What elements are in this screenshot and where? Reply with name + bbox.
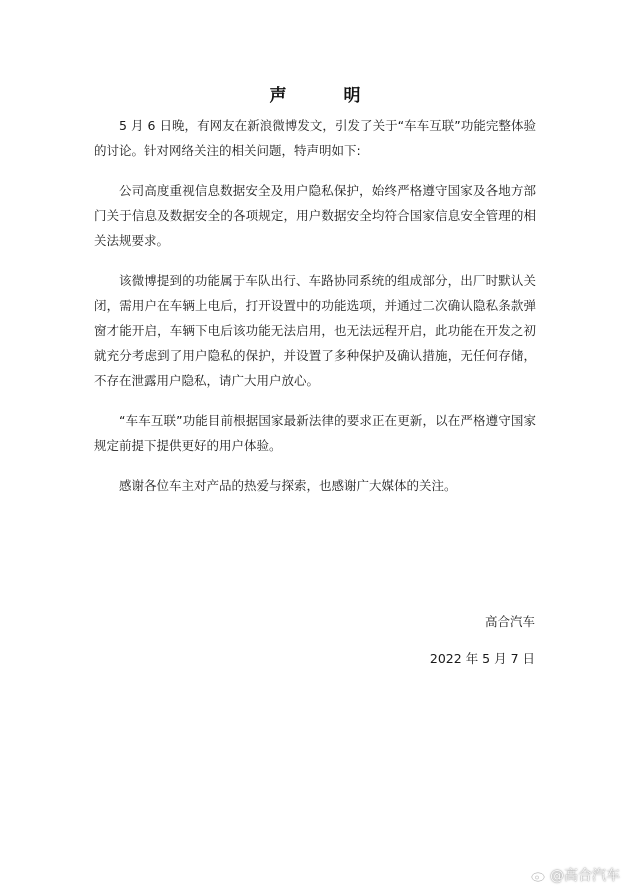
signature: 高合汽车 (484, 614, 535, 629)
document-body (94, 113, 536, 513)
weibo-icon (531, 868, 548, 882)
paragraph-5: 感谢各位车主对产品的热爱与探索，也感谢广大媒体的关注。 (119, 478, 457, 493)
document-title: 声 明 (269, 86, 381, 106)
paragraph-4: “车车互联”功能目前根据国家最新法律的要求正在更新，以在严格遵守国家规定前提下提供更好的用户体验。 (94, 413, 536, 453)
weibo-watermark (531, 865, 620, 885)
document-date: 2022 年 5 月 7 日 (429, 651, 535, 666)
paragraph-3: 该微博提到的功能属于车队出行、车路协同系统的组成部分，出厂时默认关闭，需用户在车辆上电后，打开设置中的功能选项，并通过二次确认隐私条款弹窗才能开启，车辆下电后该功能无法启用，也无法远程开启，此功能在开发之初就充分考虑到了用户隐私的保护，并设置了多种保护及确认措施，无任何存储，不存在泄露用户隐私，请广大用户放心。 (94, 273, 536, 388)
paragraph-1: 5 月 6 日晚，有网友在新浪微博发文，引发了关于“车车互联”功能完整体验的讨论。针对网络关注的相关问题，特声明如下: (94, 118, 536, 158)
paragraph-2: 公司高度重视信息数据安全及用户隐私保护，始终严格遵守国家及各地方部门关于信息及数据安全的各项规定，用户数据安全均符合国家信息安全管理的相关法规要求。 (94, 183, 536, 248)
watermark-text: @高合汽车 (550, 868, 620, 884)
